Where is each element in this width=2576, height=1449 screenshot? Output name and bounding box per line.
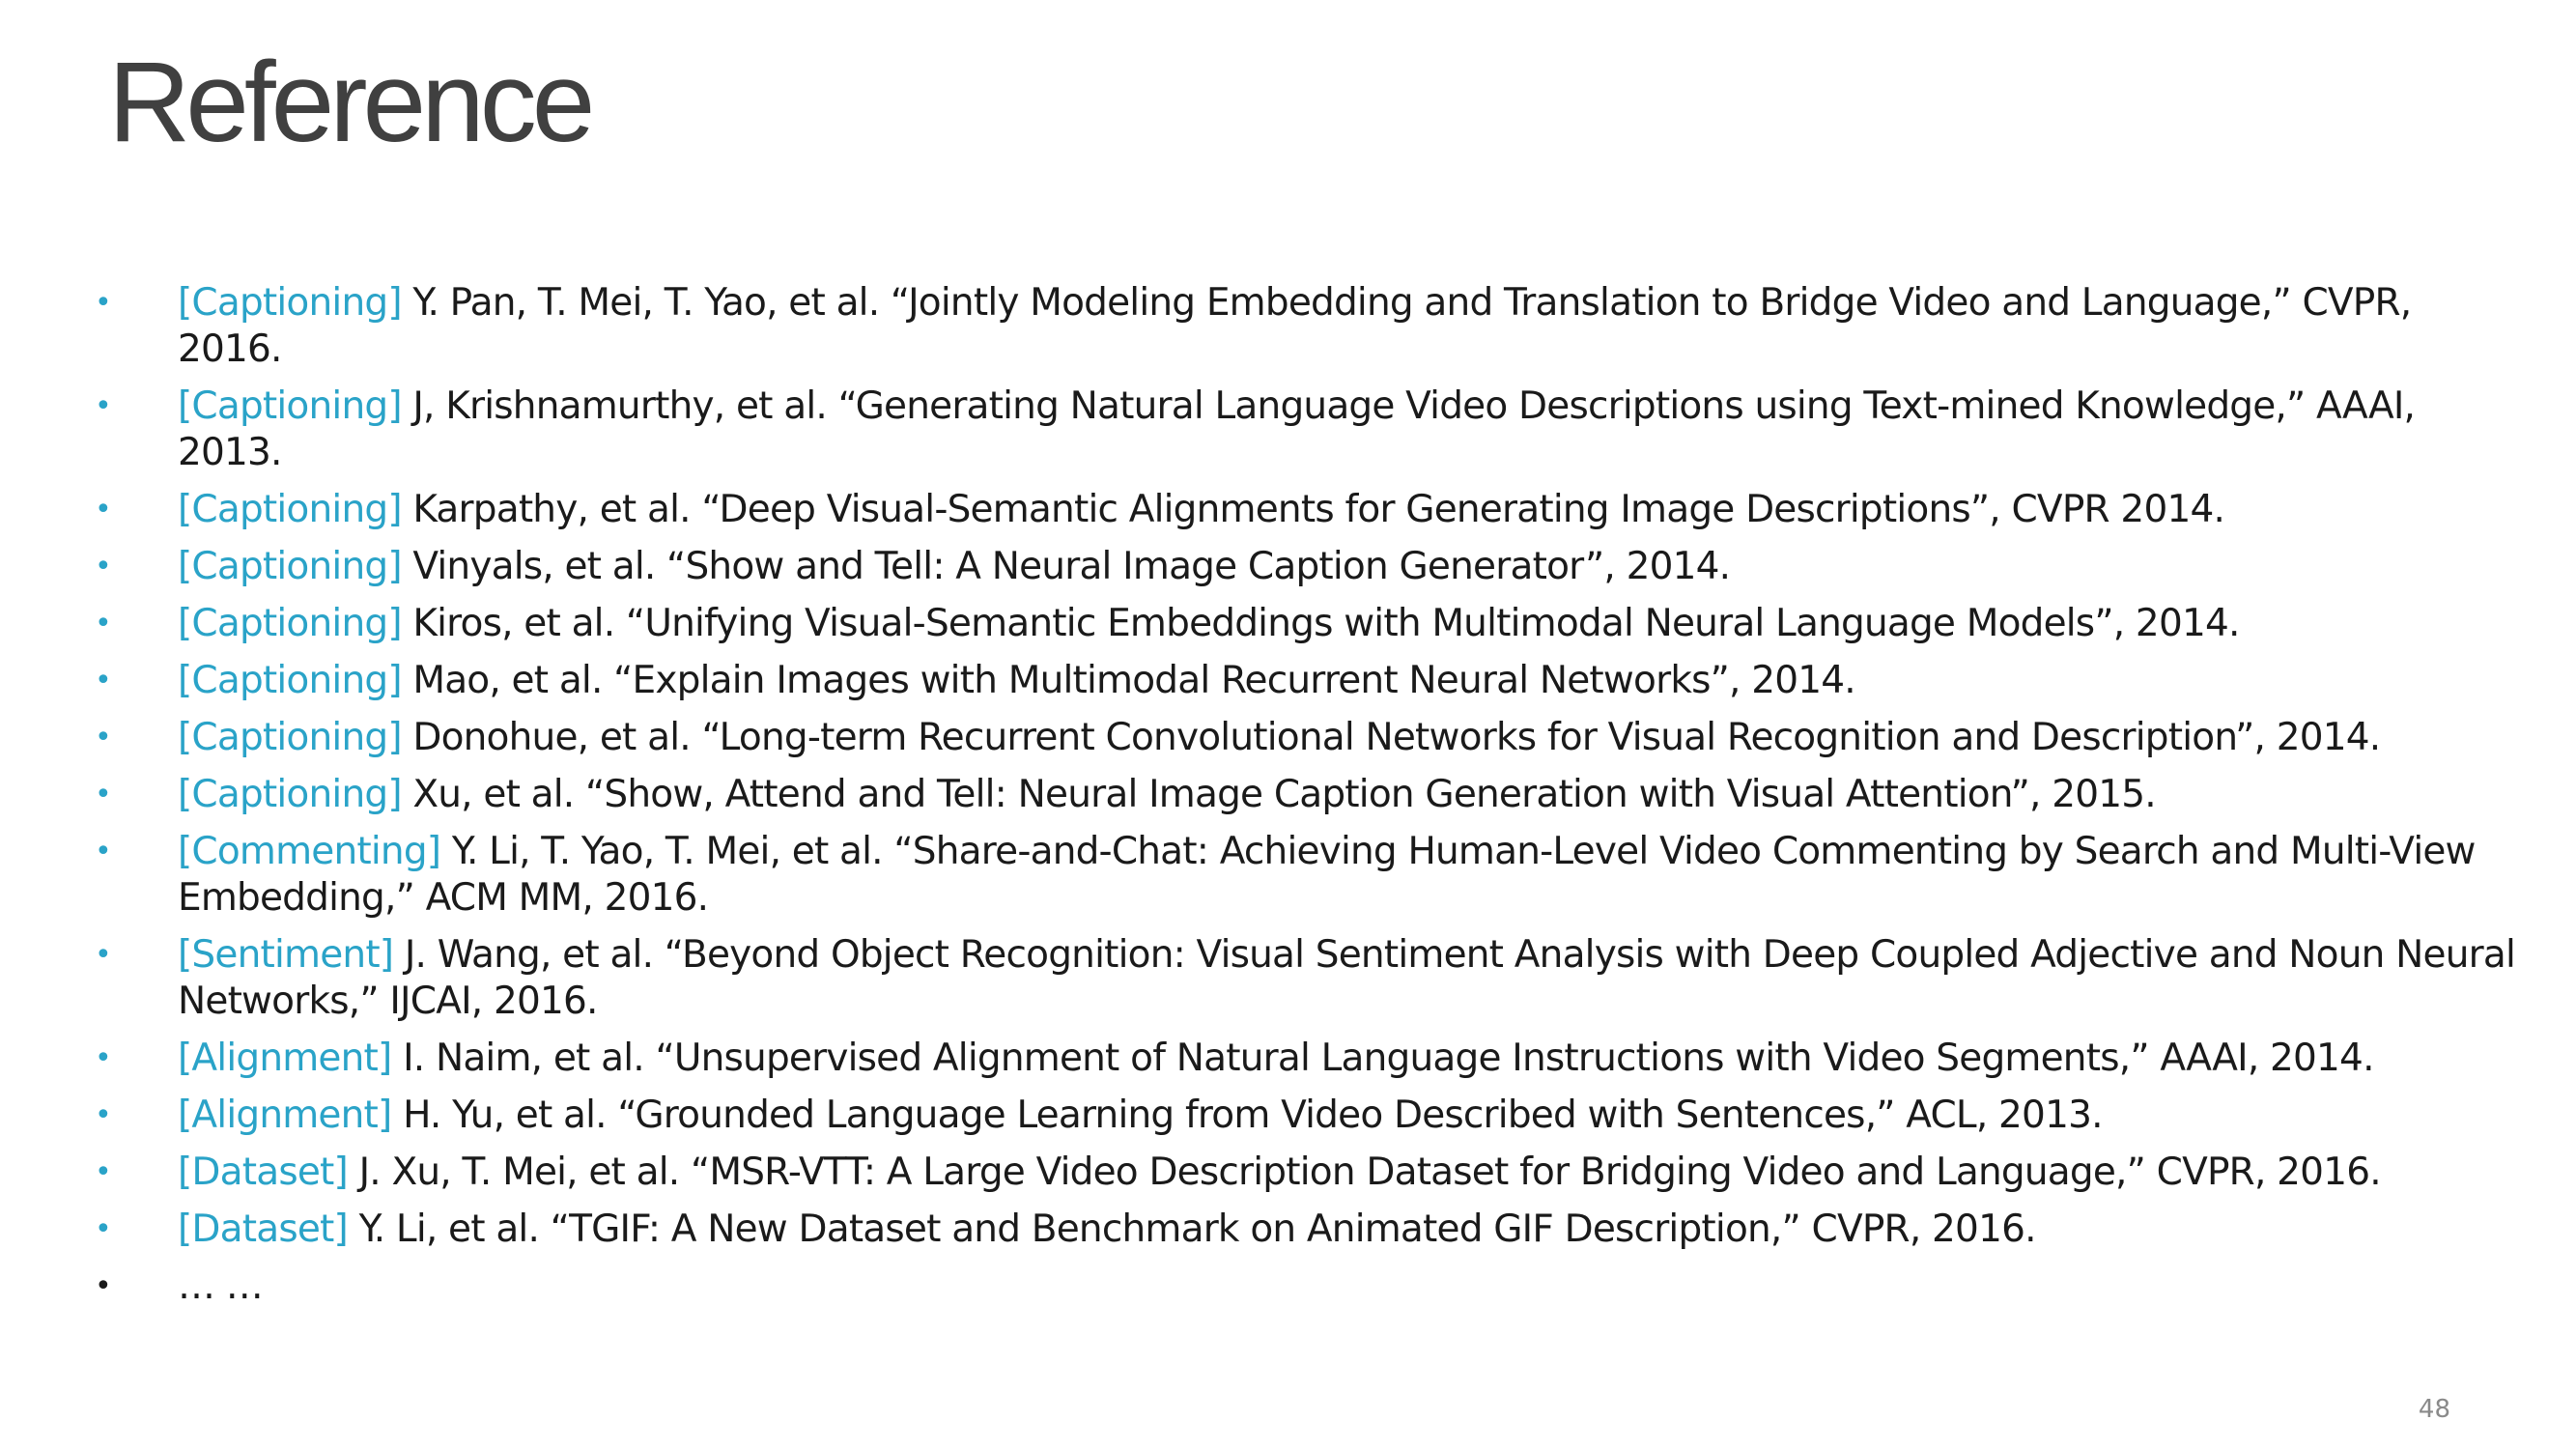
bullet-icon: • [95,835,111,868]
reference-item [95,487,2519,533]
bullet-icon: • [95,389,111,423]
reference-tag: [Captioning] [178,773,402,816]
reference-text: Donohue, et al. “Long-term Recurrent Convolutional Networks for Visual Recognition and Description”, 2014. [412,716,2381,759]
reference-item [95,658,2519,704]
page-number: 48 [2418,1395,2450,1424]
reference-tag: [Captioning] [178,384,402,428]
reference-text: Kiros, et al. “Unifying Visual-Semantic Embeddings with Multimodal Neural Language Models”, 2014. [412,602,2240,645]
bullet-icon: • [95,1155,111,1189]
bullet-icon: • [95,1098,111,1132]
reference-item [95,715,2519,761]
bullet-icon: • [95,1041,111,1075]
reference-tag: [Captioning] [178,716,402,759]
reference-text: Mao, et al. “Explain Images with Multimodal Recurrent Neural Networks”, 2014. [412,659,1855,702]
reference-text: J. Xu, T. Mei, et al. “MSR-VTT: A Large Video Description Dataset for Bridging Video and Language,” CVPR, 2016. [358,1151,2381,1194]
reference-item [95,280,2519,373]
reference-text: Y. Li, et al. “TGIF: A New Dataset and Benchmark on Animated GIF Description,” CVPR, 2016. [358,1208,2036,1251]
reference-item [95,932,2519,1025]
slide-title: Reference [108,39,591,166]
reference-item [95,384,2519,476]
reference-tag: [Dataset] [178,1208,348,1251]
bullet-icon: • [95,938,111,972]
reference-text: Vinyals, et al. “Show and Tell: A Neural Image Caption Generator”, 2014. [412,545,1731,588]
reference-text: J, Krishnamurthy, et al. “Generating Natural Language Video Descriptions using Text-mined Knowledge,” AAAI, 2013. [178,384,2416,474]
bullet-icon: • [95,721,111,754]
ellipsis-text: … … [178,1264,263,1308]
bullet-icon: • [95,607,111,640]
reference-item [95,1093,2519,1139]
reference-text: J. Wang, et al. “Beyond Object Recognition: Visual Sentiment Analysis with Deep Coupled Adjective and Noun Neural Networks,” IJCAI, 2016. [178,933,2516,1023]
reference-text: Karpathy, et al. “Deep Visual-Semantic Alignments for Generating Image Descriptions”, CVPR 2014. [412,488,2225,531]
reference-text: H. Yu, et al. “Grounded Language Learning from Video Described with Sentences,” ACL, 2013. [403,1094,2103,1137]
bullet-icon: • [95,1212,111,1246]
reference-tag: [Captioning] [178,488,402,531]
bullet-icon: • [95,778,111,811]
reference-tag: [Commenting] [178,830,441,873]
reference-tag: [Captioning] [178,602,402,645]
reference-tag: [Dataset] [178,1151,348,1194]
bullet-icon: • [95,493,111,526]
reference-tag: [Captioning] [178,545,402,588]
reference-tag: [Alignment] [178,1094,392,1137]
reference-item [95,772,2519,818]
bullet-icon: • [95,550,111,583]
reference-tag: [Sentiment] [178,933,394,977]
reference-tag: [Alignment] [178,1037,392,1080]
reference-text: Y. Li, T. Yao, T. Mei, et al. “Share-and-Chat: Achieving Human-Level Video Commenting by Search and Multi-View Embedding,” ACM MM, 2016. [178,830,2476,920]
bullet-icon: • [95,664,111,697]
ellipsis-item [95,1264,2519,1310]
reference-text: Y. Pan, T. Mei, T. Yao, et al. “Jointly Modeling Embedding and Translation to Bridge Video and Language,” CVPR, 2016. [178,281,2412,371]
reference-item [95,1150,2519,1196]
reference-item [95,1207,2519,1253]
reference-item [95,829,2519,922]
bullet-icon: • [95,286,111,320]
reference-tag: [Captioning] [178,659,402,702]
reference-tag: [Captioning] [178,281,402,325]
reference-text: Xu, et al. “Show, Attend and Tell: Neural Image Caption Generation with Visual Attention”, 2015. [412,773,2156,816]
reference-text: I. Naim, et al. “Unsupervised Alignment of Natural Language Instructions with Video Segments,” AAAI, 2014. [403,1037,2374,1080]
reference-item [95,1036,2519,1082]
reference-list [95,280,2519,1321]
reference-item [95,601,2519,647]
bullet-icon: • [95,1269,111,1303]
reference-item [95,544,2519,590]
